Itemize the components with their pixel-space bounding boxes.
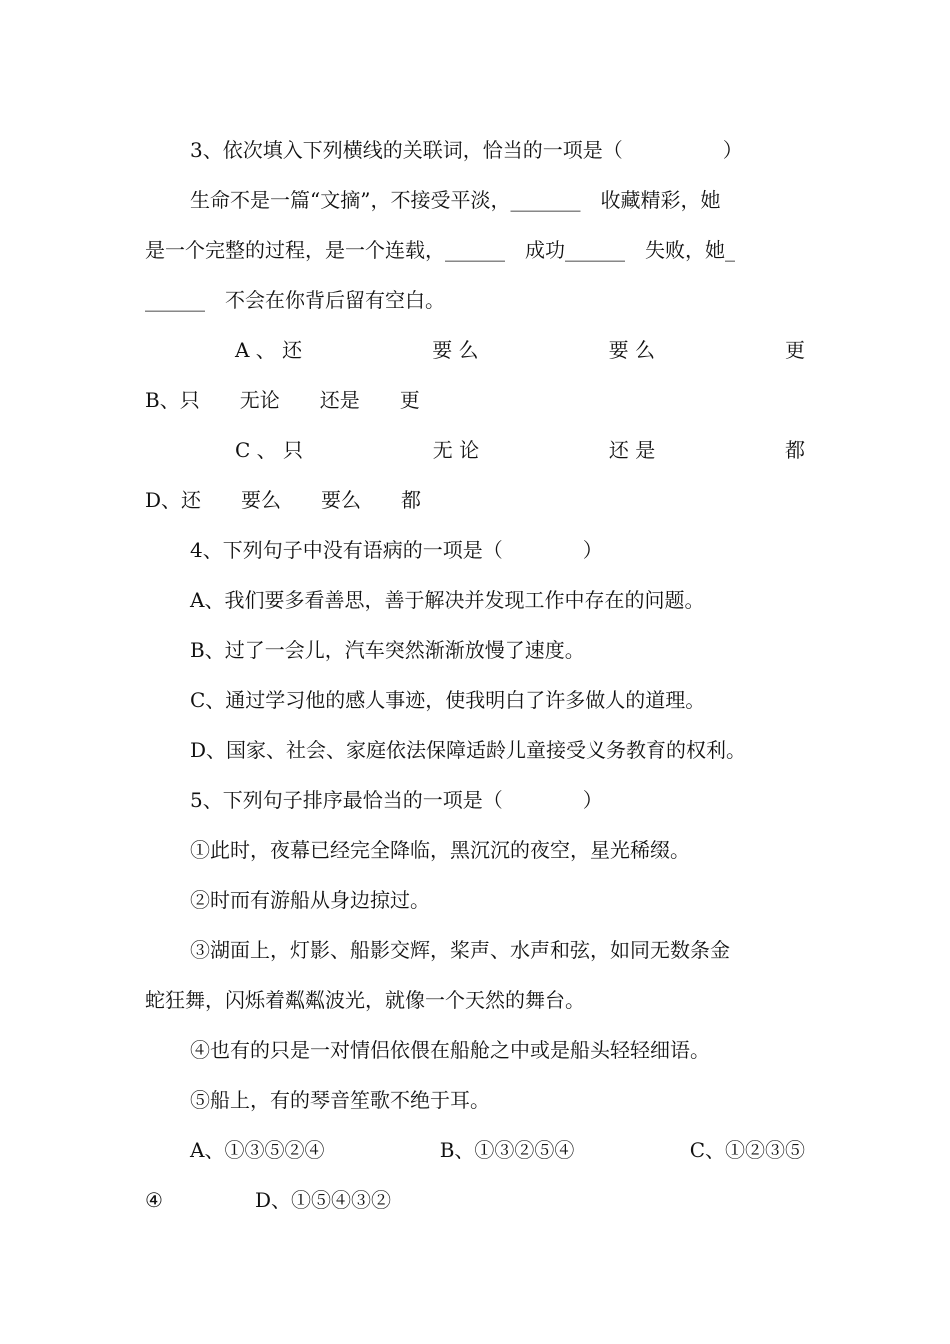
q3-option-a-word2: 要 么 — [608, 338, 655, 362]
q3-option-d: D、还 要么 要么 都 — [145, 488, 422, 512]
q5-option-d: D、①⑤④③② — [255, 1188, 392, 1212]
q3-option-c-label: C 、 只 — [235, 438, 304, 462]
q3-option-c-word1: 无 论 — [432, 438, 480, 462]
q3-option-b: B、只 无论 还是 更 — [145, 388, 420, 412]
q3-option-a-label: A 、 还 — [235, 338, 303, 362]
q3-option-a-word3: 更 — [784, 338, 805, 362]
q5-sentence-2: ②时而有游船从身边掠过。 — [190, 888, 430, 912]
q5-options-row — [190, 1136, 805, 1164]
q3-option-a — [235, 336, 805, 364]
q5-option-c-cont: ④ — [145, 1188, 163, 1212]
q5-sentence-3-line2: 蛇狂舞，闪烁着粼粼波光，就像一个天然的舞台。 — [145, 988, 585, 1012]
q4-stem: 4、下列句子中没有语病的一项是（ ） — [190, 538, 603, 562]
q4-option-a: A、我们要多看善思，善于解决并发现工作中存在的问题。 — [190, 588, 705, 612]
q4-option-d: D、国家、社会、家庭依法保障适龄儿童接受义务教育的权利。 — [190, 738, 747, 762]
q5-sentence-4: ④也有的只是一对情侣依偎在船舱之中或是船头轻轻细语。 — [190, 1038, 710, 1062]
q3-option-c-word2: 还 是 — [608, 438, 656, 462]
q5-option-c: C、①②③⑤ — [689, 1138, 805, 1162]
q3-passage-line2: 是一个完整的过程，是一个连载，______ 成功______ 失败，她_ — [145, 238, 735, 262]
q4-option-b: B、过了一会儿，汽车突然渐渐放慢了速度。 — [190, 638, 585, 662]
q3-option-a-word1: 要 么 — [432, 338, 479, 362]
q3-passage-line3: ______ 不会在你背后留有空白。 — [145, 288, 445, 312]
q5-sentence-3-line1: ③湖面上，灯影、船影交辉，桨声、水声和弦，如同无数条金 — [190, 938, 730, 962]
q4-option-c: C、通过学习他的感人事迹，使我明白了许多做人的道理。 — [190, 688, 706, 712]
q3-option-c-word3: 都 — [785, 438, 805, 462]
q5-sentence-1: ①此时，夜幕已经完全降临，黑沉沉的夜空，星光稀缀。 — [190, 838, 690, 862]
q3-passage-line1: 生命不是一篇“文摘”，不接受平淡，_______ 收藏精彩，她 — [190, 188, 721, 212]
q5-option-a: A、①③⑤②④ — [190, 1138, 325, 1162]
q3-option-c — [235, 436, 805, 464]
q5-option-b: B、①③②⑤④ — [439, 1138, 575, 1162]
q5-stem: 5、下列句子排序最恰当的一项是（ ） — [190, 788, 603, 812]
q3-stem: 3、依次填入下列横线的关联词，恰当的一项是（ ） — [190, 138, 743, 162]
q5-sentence-5: ⑤船上，有的琴音笙歌不绝于耳。 — [190, 1088, 490, 1112]
